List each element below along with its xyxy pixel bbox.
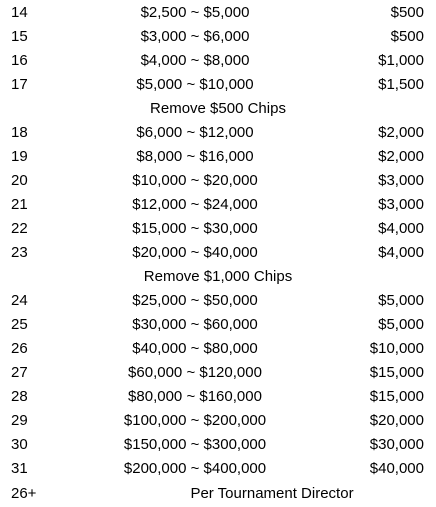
table-row bbox=[0, 313, 436, 337]
table-row bbox=[0, 385, 436, 409]
chip-removal-note bbox=[0, 265, 436, 289]
blinds-range: $2,500 ~ $5,000 bbox=[140, 4, 250, 21]
blinds-range: $20,000 ~ $40,000 bbox=[132, 244, 258, 261]
level-number: 15 bbox=[11, 28, 28, 45]
table-row bbox=[0, 169, 436, 193]
blinds-range: $10,000 ~ $20,000 bbox=[132, 172, 258, 189]
table-row bbox=[0, 361, 436, 385]
level-number: 23 bbox=[11, 244, 28, 261]
ante-amount: $40,000 bbox=[369, 460, 424, 477]
ante-amount: $2,000 bbox=[378, 148, 424, 165]
ante-amount: $2,000 bbox=[378, 124, 424, 141]
ante-amount: $500 bbox=[390, 4, 424, 21]
ante-amount: $20,000 bbox=[369, 412, 424, 429]
table-row bbox=[0, 337, 436, 361]
blinds-range: $8,000 ~ $16,000 bbox=[136, 148, 254, 165]
level-number: 19 bbox=[11, 148, 28, 165]
level-number: 28 bbox=[11, 388, 28, 405]
ante-amount: $1,000 bbox=[378, 52, 424, 69]
table-row bbox=[0, 1, 436, 25]
blinds-range: $40,000 ~ $80,000 bbox=[132, 340, 258, 357]
note-text: Remove $1,000 Chips bbox=[143, 268, 293, 285]
level-number: 16 bbox=[11, 52, 28, 69]
level-number: 24 bbox=[11, 292, 28, 309]
blinds-range: $15,000 ~ $30,000 bbox=[132, 220, 258, 237]
level-number: 21 bbox=[11, 196, 28, 213]
ante-amount: $3,000 bbox=[378, 196, 424, 213]
ante-amount: $30,000 bbox=[369, 436, 424, 453]
level-number: 18 bbox=[11, 124, 28, 141]
ante-amount: $5,000 bbox=[378, 316, 424, 333]
blinds-range: $4,000 ~ $8,000 bbox=[140, 52, 250, 69]
level-number: 30 bbox=[11, 436, 28, 453]
table-row bbox=[0, 73, 436, 97]
blinds-range: $150,000 ~ $300,000 bbox=[123, 436, 267, 453]
footer-level: 26+ bbox=[11, 485, 37, 502]
ante-amount: $5,000 bbox=[378, 292, 424, 309]
blinds-range: $6,000 ~ $12,000 bbox=[136, 124, 254, 141]
table-row bbox=[0, 289, 436, 313]
blinds-range: $80,000 ~ $160,000 bbox=[128, 388, 262, 405]
level-number: 25 bbox=[11, 316, 28, 333]
table-row bbox=[0, 217, 436, 241]
blinds-range: $5,000 ~ $10,000 bbox=[136, 76, 254, 93]
level-number: 17 bbox=[11, 76, 28, 93]
level-number: 29 bbox=[11, 412, 28, 429]
blinds-range: $3,000 ~ $6,000 bbox=[140, 28, 250, 45]
level-number: 27 bbox=[11, 364, 28, 381]
level-number: 26 bbox=[11, 340, 28, 357]
level-number: 20 bbox=[11, 172, 28, 189]
ante-amount: $3,000 bbox=[378, 172, 424, 189]
ante-amount: $500 bbox=[390, 28, 424, 45]
table-row bbox=[0, 433, 436, 457]
table-row bbox=[0, 241, 436, 265]
ante-amount: $15,000 bbox=[369, 388, 424, 405]
blinds-range: $30,000 ~ $60,000 bbox=[132, 316, 258, 333]
level-number: 31 bbox=[11, 460, 28, 477]
table-row bbox=[0, 121, 436, 145]
ante-amount: $15,000 bbox=[369, 364, 424, 381]
blinds-range: $100,000 ~ $200,000 bbox=[123, 412, 267, 429]
table-footer-row bbox=[0, 482, 436, 506]
table-row bbox=[0, 145, 436, 169]
blinds-range: $60,000 ~ $120,000 bbox=[128, 364, 262, 381]
ante-amount: $4,000 bbox=[378, 220, 424, 237]
ante-amount: $10,000 bbox=[369, 340, 424, 357]
blinds-range: $25,000 ~ $50,000 bbox=[132, 292, 258, 309]
note-text: Remove $500 Chips bbox=[150, 100, 286, 117]
chip-removal-note bbox=[0, 97, 436, 121]
table-row bbox=[0, 49, 436, 73]
footer-note: Per Tournament Director bbox=[190, 485, 354, 502]
level-number: 14 bbox=[11, 4, 28, 21]
ante-amount: $1,500 bbox=[378, 76, 424, 93]
level-number: 22 bbox=[11, 220, 28, 237]
table-row bbox=[0, 25, 436, 49]
table-row bbox=[0, 409, 436, 433]
ante-amount: $4,000 bbox=[378, 244, 424, 261]
table-row bbox=[0, 193, 436, 217]
blinds-range: $200,000 ~ $400,000 bbox=[123, 460, 267, 477]
table-row bbox=[0, 457, 436, 481]
blinds-range: $12,000 ~ $24,000 bbox=[132, 196, 258, 213]
